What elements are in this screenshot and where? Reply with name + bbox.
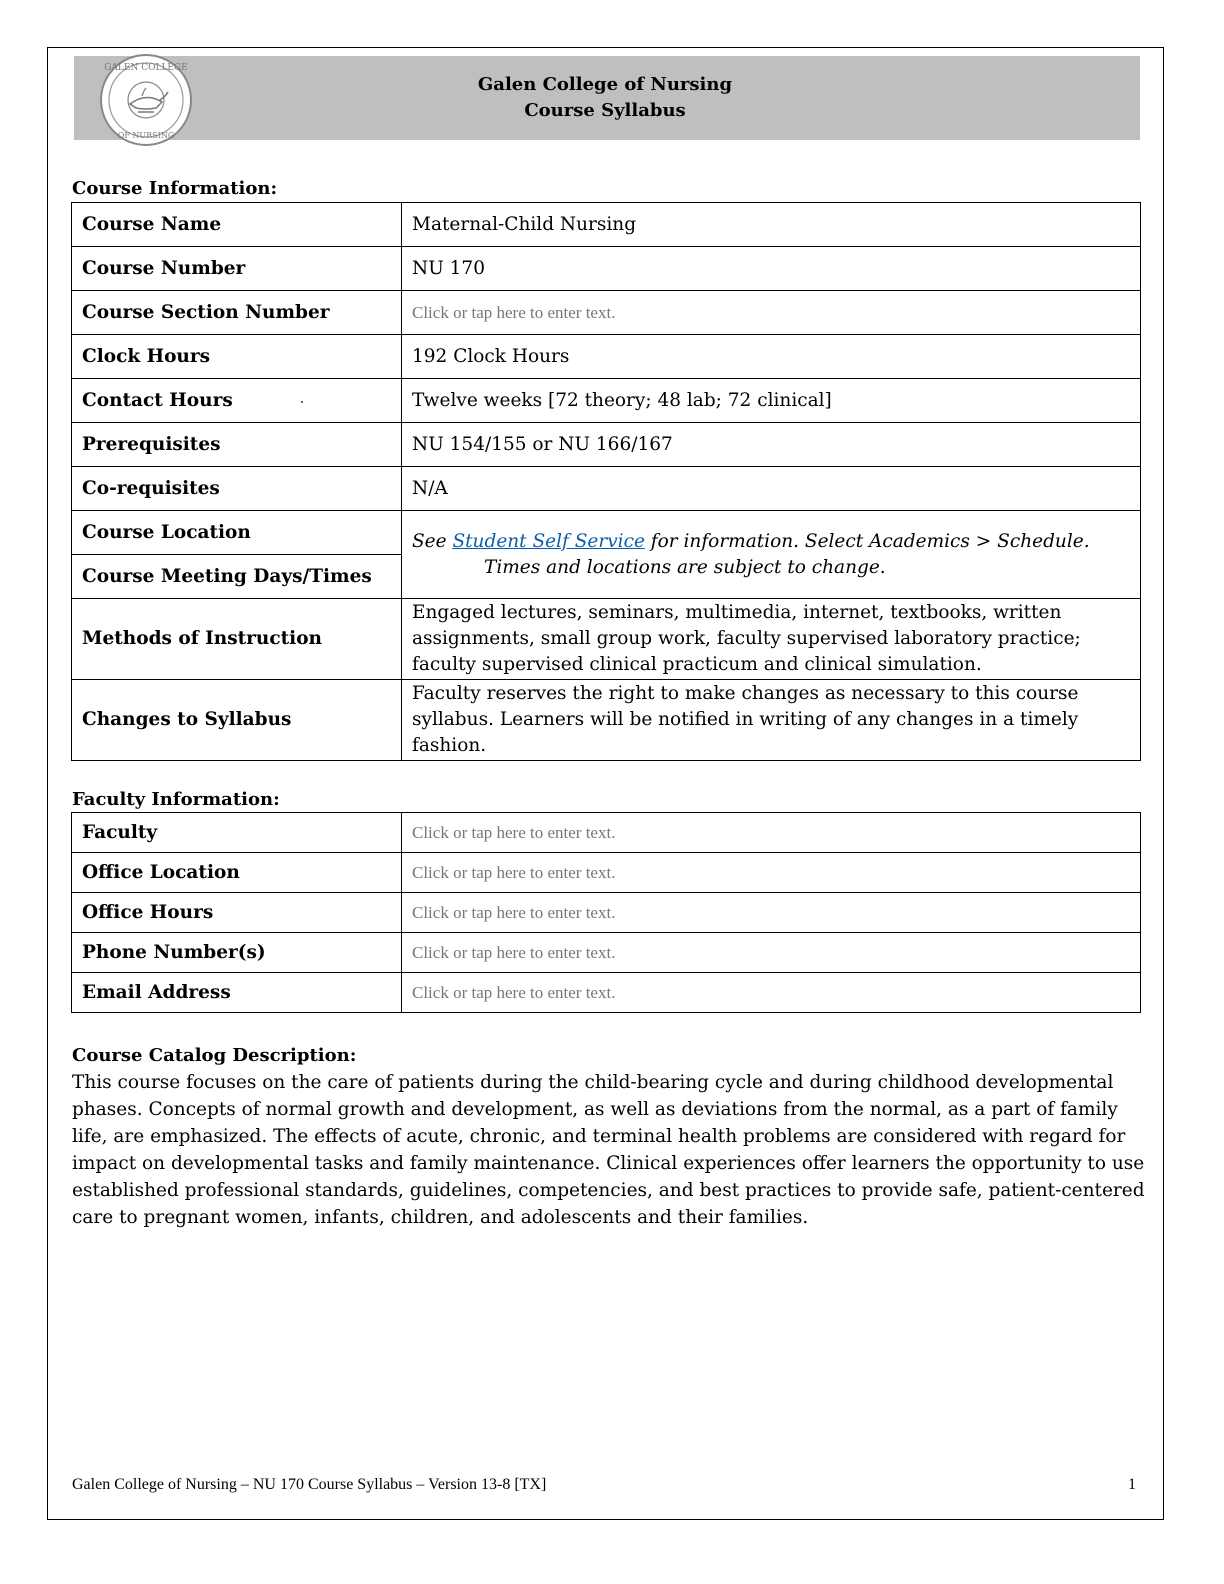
table-row	[72, 599, 1141, 680]
office-location-field[interactable]: Click or tap here to enter text.	[402, 853, 1141, 893]
table-row	[72, 203, 1141, 247]
row-label: Changes to Syllabus	[72, 680, 402, 761]
row-label: Email Address	[72, 973, 402, 1013]
row-label: Clock Hours	[72, 335, 402, 379]
row-value: Faculty reserves the right to make changes as necessary to this course syllabus. Learners will be notified in writing of any changes in a timely fashion.	[402, 680, 1141, 761]
table-row	[72, 423, 1141, 467]
table-row	[72, 247, 1141, 291]
table-row	[72, 973, 1141, 1013]
location-note-prefix: See	[412, 530, 453, 552]
email-address-field[interactable]: Click or tap here to enter text.	[402, 973, 1141, 1013]
table-row	[72, 853, 1141, 893]
table-row	[72, 933, 1141, 973]
catalog-description-body: This course focuses on the care of patients during the child-bearing cycle and during childhood developmental phases. Concepts of normal growth and development, as well as deviations from the normal, as a part of family life, are emphasized. The effects of acute, chronic, and terminal health problems are considered with regard for impact on developmental tasks and family maintenance. Clinical experiences offer learners the opportunity to use established professional standards, guidelines, competencies, and best practices to provide safe, patient-centered care to pregnant women, infants, children, and adolescents and their families.	[72, 1072, 1145, 1228]
course-information-table	[71, 202, 1141, 761]
table-row	[72, 893, 1141, 933]
table-row	[72, 511, 1141, 555]
phone-number-field[interactable]: Click or tap here to enter text.	[402, 933, 1141, 973]
faculty-information-table	[71, 812, 1141, 1013]
college-seal-logo	[90, 52, 202, 148]
row-label: Course Location	[72, 511, 402, 555]
svg-text:OF NURSING: OF NURSING	[117, 131, 175, 140]
header-title	[300, 72, 910, 124]
stray-dot	[301, 401, 303, 403]
office-hours-field[interactable]: Click or tap here to enter text.	[402, 893, 1141, 933]
row-label: Course Section Number	[72, 291, 402, 335]
row-label: Office Hours	[72, 893, 402, 933]
footer-text: Galen College of Nursing – NU 170 Course Syllabus – Version 13-8 [TX]	[72, 1476, 547, 1493]
row-value: Engaged lectures, seminars, multimedia, internet, textbooks, written assignments, small group work, faculty supervised laboratory practice; faculty supervised clinical practicum and clinical simulation.	[402, 599, 1141, 680]
row-label: Phone Number(s)	[72, 933, 402, 973]
table-row	[72, 680, 1141, 761]
row-value: Maternal-Child Nursing	[402, 203, 1141, 247]
row-value: Twelve weeks [72 theory; 48 lab; 72 clinical]	[402, 379, 1141, 423]
location-note-line2: Times and locations are subject to change.	[484, 556, 886, 578]
svg-text:GALEN COLLEGE: GALEN COLLEGE	[104, 63, 188, 73]
row-label: Prerequisites	[72, 423, 402, 467]
row-value: NU 154/155 or NU 166/167	[402, 423, 1141, 467]
row-label: Faculty	[72, 813, 402, 853]
row-label: Course Meeting Days/Times	[72, 555, 402, 599]
course-information-heading: Course Information:	[72, 178, 278, 199]
document-title: Course Syllabus	[524, 100, 686, 121]
row-label: Contact Hours	[72, 379, 402, 423]
row-label: Co-requisites	[72, 467, 402, 511]
row-value: N/A	[402, 467, 1141, 511]
table-row	[72, 335, 1141, 379]
location-note	[402, 511, 1141, 599]
faculty-field[interactable]: Click or tap here to enter text.	[402, 813, 1141, 853]
row-label: Methods of Instruction	[72, 599, 402, 680]
table-row	[72, 813, 1141, 853]
row-value: 192 Clock Hours	[402, 335, 1141, 379]
course-section-number-field[interactable]: Click or tap here to enter text.	[402, 291, 1141, 335]
catalog-description-heading: Course Catalog Description:	[72, 1045, 357, 1066]
row-label: Office Location	[72, 853, 402, 893]
row-value: NU 170	[402, 247, 1141, 291]
row-label: Course Name	[72, 203, 402, 247]
page-number: 1	[1128, 1476, 1136, 1493]
location-note-suffix: for information. Select Academics > Schedule.	[644, 530, 1090, 552]
institution-name: Galen College of Nursing	[477, 74, 733, 95]
faculty-information-heading: Faculty Information:	[72, 789, 280, 810]
student-self-service-link[interactable]: Student Self Service	[452, 530, 645, 552]
row-label: Course Number	[72, 247, 402, 291]
table-row	[72, 467, 1141, 511]
table-row	[72, 291, 1141, 335]
table-row	[72, 379, 1141, 423]
